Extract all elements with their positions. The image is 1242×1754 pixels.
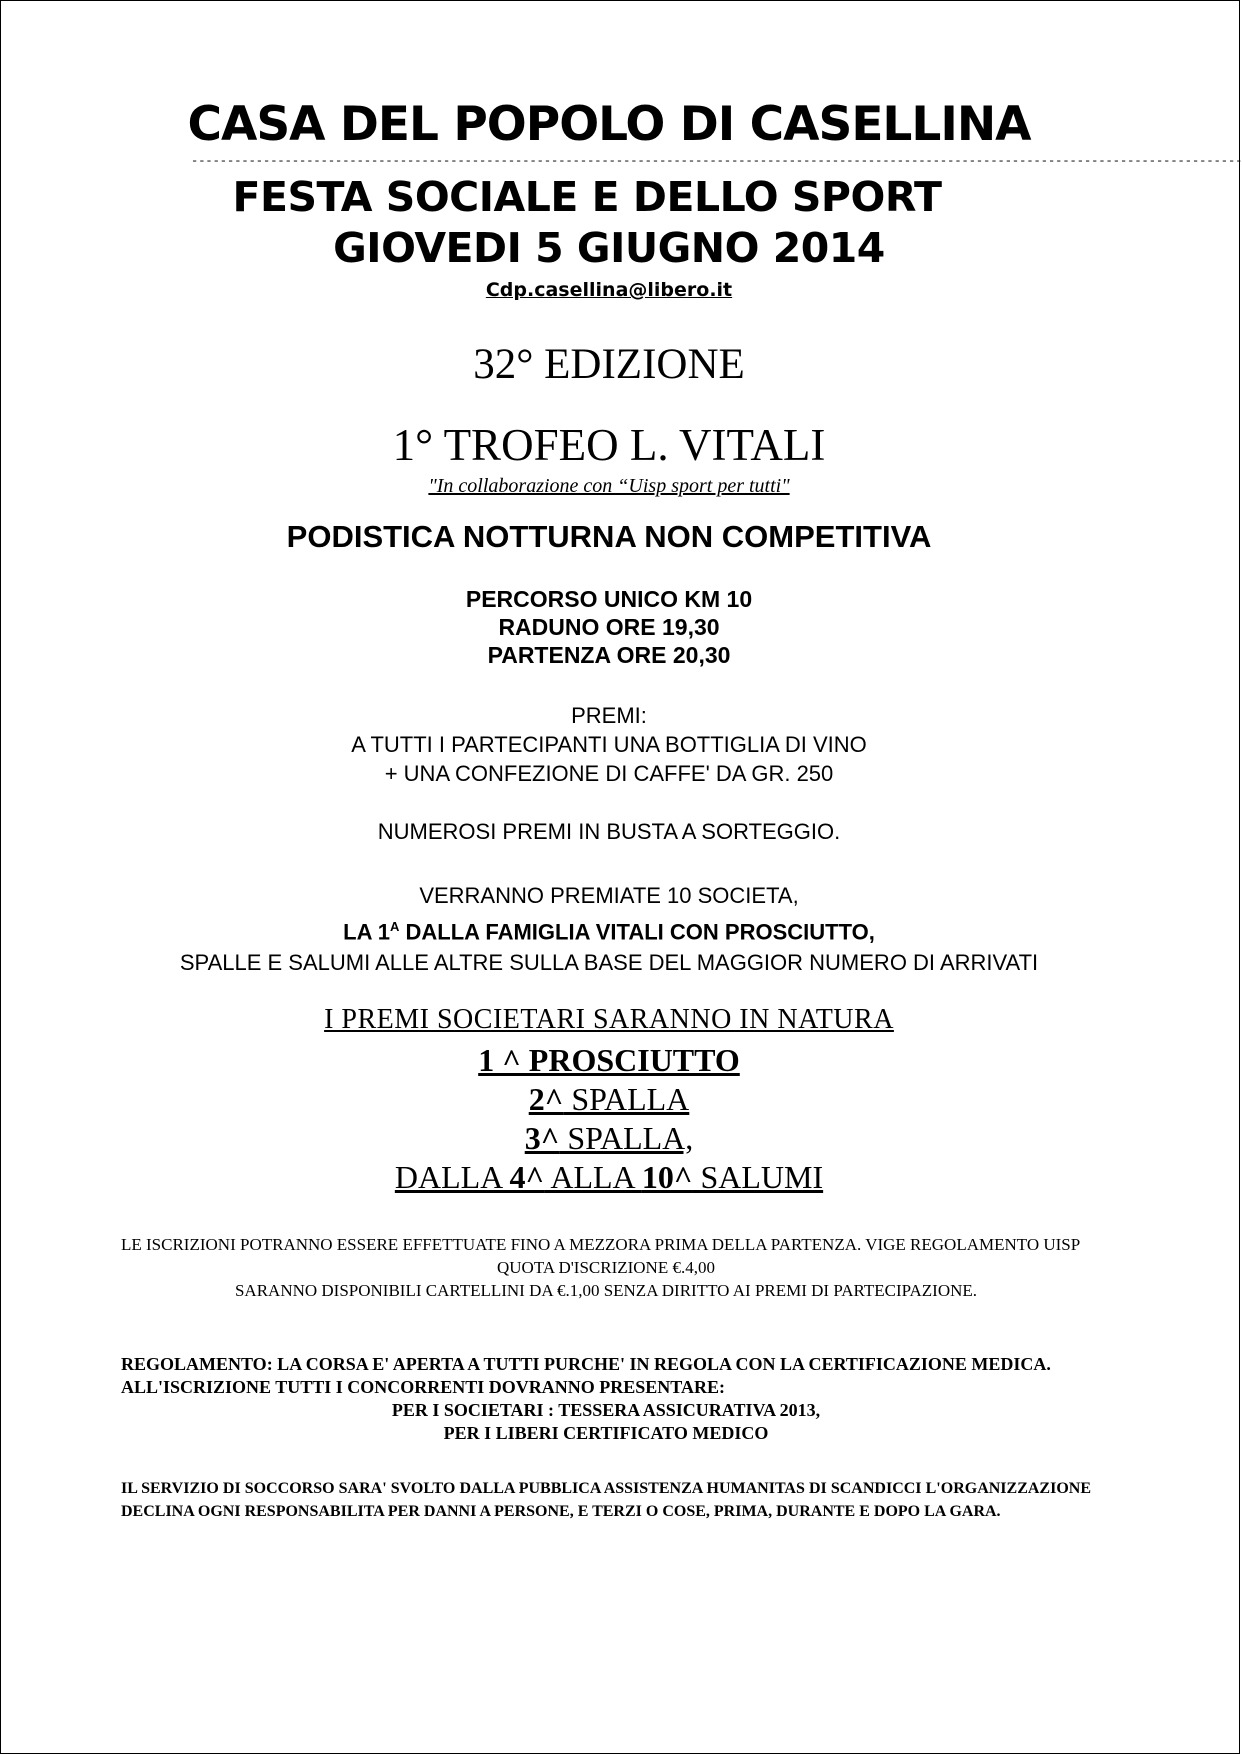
rules-societari: PER I SOCIETARI : TESSERA ASSICURATIVA 2013, bbox=[391, 1400, 821, 1420]
first-aid-disclaimer: IL SERVIZIO DI SOCCORSO SARA' SVOLTO DALLA PUBBLICA ASSISTENZA HUMANITAS DI SCANDICCI L'ORGANIZZAZIONE DECLINA OGNI RESPONSABILITA PER DANNI A PERSONE, E TERZI O COSE, PRIMA, DURANTE E DOPO LA GARA. bbox=[121, 1480, 1091, 1520]
first-society-award-b: DALLA FAMIGLIA VITALI CON PROSCIUTTO, bbox=[399, 919, 875, 945]
gathering-time: RADUNO ORE 19,30 bbox=[498, 614, 720, 640]
race-schedule bbox=[1, 585, 1217, 669]
prize-10th-rank: 10^ bbox=[641, 1159, 693, 1195]
page-title: CASA DEL POPOLO DI CASELLINA bbox=[187, 97, 1031, 152]
prize-4th-pre: DALLA bbox=[394, 1159, 510, 1195]
prize-3rd-rank: 3^ bbox=[524, 1120, 560, 1156]
prizes-block bbox=[1, 701, 1217, 788]
prize-1st: 1 ^ PROSCIUTTO bbox=[478, 1042, 740, 1078]
collaboration-note: "In collaborazione con “Uisp sport per tutti" bbox=[428, 475, 790, 497]
prize-4th-10th bbox=[1, 1158, 1217, 1197]
raffle-note: NUMEROSI PREMI IN BUSTA A SORTEGGIO. bbox=[377, 819, 841, 844]
prize-2nd-rank: 2^ bbox=[528, 1081, 564, 1117]
placement-prizes bbox=[1, 1041, 1217, 1197]
registration-deadline: LE ISCRIZIONI POTRANNO ESSERE EFFETTUATE FINO A MEZZORA PRIMA DELLA PARTENZA. VIGE REGOLAMENTO UISP bbox=[121, 1235, 1081, 1254]
prizes-line-2: + UNA CONFEZIONE DI CAFFE' DA GR. 250 bbox=[384, 761, 834, 786]
race-type: PODISTICA NOTTURNA NON COMPETITIVA bbox=[286, 519, 932, 554]
society-prizes-heading: I PREMI SOCIETARI SARANNO IN NATURA bbox=[324, 1004, 894, 1035]
prize-3rd bbox=[1, 1119, 1217, 1158]
edition-label: 32° EDIZIONE bbox=[473, 341, 745, 388]
contact-email: Cdp.casellina@libero.it bbox=[485, 279, 733, 301]
event-date: GIOVEDI 5 GIUGNO 2014 bbox=[333, 224, 885, 272]
rules-info bbox=[121, 1353, 1091, 1445]
registration-fee: QUOTA D'ISCRIZIONE €.4,00 bbox=[497, 1258, 715, 1277]
prize-3rd-text: SPALLA, bbox=[559, 1120, 694, 1156]
prize-4th-mid: ALLA bbox=[544, 1159, 642, 1195]
first-society-award-a: LA 1 bbox=[343, 919, 391, 945]
first-society-award bbox=[1, 911, 1217, 947]
event-subtitle: FESTA SOCIALE E DELLO SPORT bbox=[232, 173, 942, 221]
prize-4th-post: SALUMI bbox=[692, 1159, 824, 1195]
prizes-heading: PREMI: bbox=[571, 703, 647, 728]
society-awards bbox=[1, 880, 1217, 978]
rules-text: REGOLAMENTO: LA CORSA E' APERTA A TUTTI PURCHE' IN REGOLA CON LA CERTIFICAZIONE MEDICA. ALL'ISCRIZIONE TUTTI I CONCORRENTI DOVRANNO PRESENTARE: bbox=[121, 1354, 1051, 1397]
society-awards-intro: VERRANNO PREMIATE 10 SOCIETA, bbox=[419, 883, 799, 908]
registration-info bbox=[121, 1233, 1091, 1302]
route-length: PERCORSO UNICO KM 10 bbox=[465, 586, 753, 612]
prizes-line-1: A TUTTI I PARTECIPANTI UNA BOTTIGLIA DI VINO bbox=[351, 732, 867, 757]
prize-4th-rank: 4^ bbox=[509, 1159, 545, 1195]
start-time: PARTENZA ORE 20,30 bbox=[487, 642, 731, 668]
dashed-divider: -------------------------------------------------------------------------------------------------------------------------------------------------- bbox=[191, 154, 1242, 168]
tickets-note: SARANNO DISPONIBILI CARTELLINI DA €.1,00 SENZA DIRITTO AI PREMI DI PARTECIPAZIONE. bbox=[234, 1281, 978, 1300]
trophy-title: 1° TROFEO L. VITALI bbox=[392, 420, 826, 470]
prize-2nd bbox=[1, 1080, 1217, 1119]
prize-2nd-text: SPALLA bbox=[563, 1081, 690, 1117]
other-societies-award: SPALLE E SALUMI ALLE ALTRE SULLA BASE DEL MAGGIOR NUMERO DI ARRIVATI bbox=[179, 950, 1039, 976]
first-society-award-sup: A bbox=[390, 919, 400, 934]
rules-liberi: PER I LIBERI CERTIFICATO MEDICO bbox=[443, 1423, 769, 1443]
